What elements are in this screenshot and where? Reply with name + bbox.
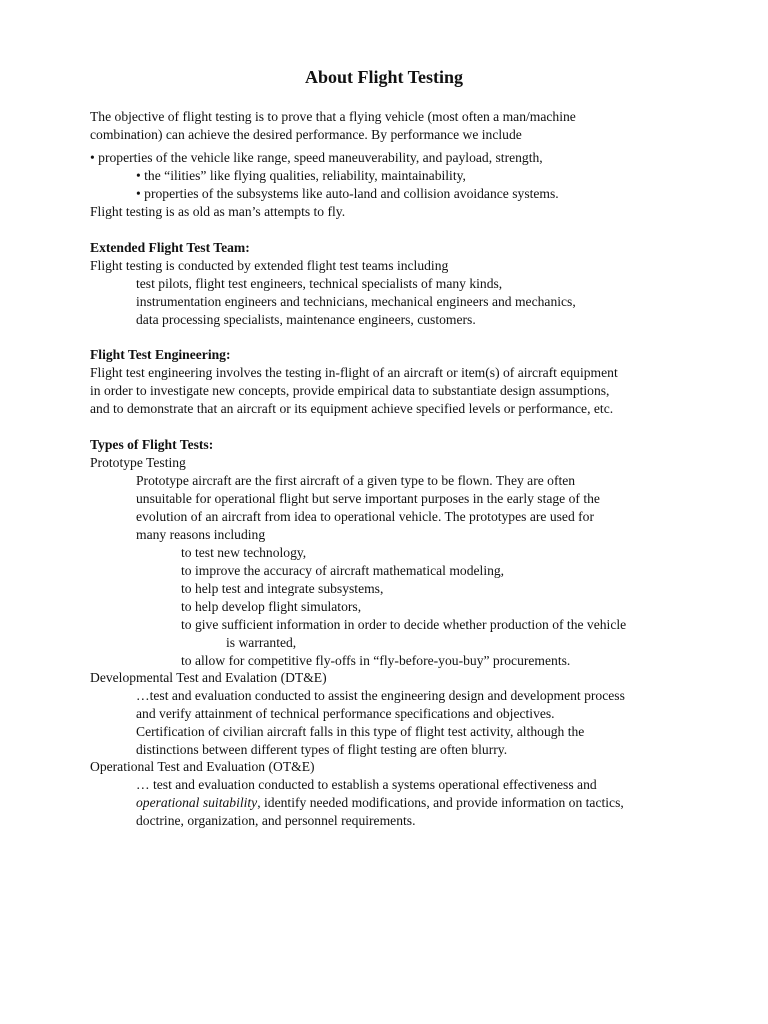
bullet-item: • properties of the subsystems like auto-land and collision avoidance systems.	[136, 186, 559, 201]
ote-line: doctrine, organization, and personnel requirements.	[136, 813, 416, 828]
dte-line: and verify attainment of technical performance specifications and objectives.	[136, 706, 555, 721]
prototype-reason: to give sufficient information in order to decide whether production of the vehicle	[181, 617, 627, 632]
prototype-reason: to test new technology,	[181, 545, 307, 560]
prototype-reason-continued: is warranted,	[226, 635, 297, 650]
prototype-line: unsuitable for operational flight but serve important purposes in the early stage of the	[136, 491, 600, 506]
team-member-line: data processing specialists, maintenance engineers, customers.	[136, 312, 476, 327]
ote-italic-term: operational suitability	[136, 795, 258, 810]
team-member-line: test pilots, flight test engineers, technical specialists of many kinds,	[136, 276, 503, 291]
fte-line: in order to investigate new concepts, provide empirical data to substantiate design assumptions,	[90, 383, 610, 398]
dte-line: …test and evaluation conducted to assist the engineering design and development process	[136, 688, 625, 703]
section-heading-team: Extended Flight Test Team:	[90, 240, 250, 255]
ote-line-rest: , identify needed modifications, and provide information on tactics,	[257, 795, 624, 810]
prototype-reason: to allow for competitive fly-offs in “fly-before-you-buy” procurements.	[181, 653, 571, 668]
ote-line	[136, 794, 624, 811]
prototype-label: Prototype Testing	[90, 455, 186, 470]
page-title: About Flight Testing	[304, 67, 464, 87]
intro-line: combination) can achieve the desired performance. By performance we include	[90, 127, 522, 142]
section-heading-fte: Flight Test Engineering:	[90, 347, 231, 362]
prototype-reason: to help develop flight simulators,	[181, 599, 362, 614]
bullet-item: • properties of the vehicle like range, speed maneuverability, and payload, strength,	[90, 150, 543, 165]
section-heading-types: Types of Flight Tests:	[90, 437, 214, 452]
prototype-line: Prototype aircraft are the first aircraft of a given type to be flown. They are often	[136, 473, 576, 488]
intro-conclusion: Flight testing is as old as man’s attempts to fly.	[90, 204, 346, 219]
team-member-line: instrumentation engineers and technicians, mechanical engineers and mechanics,	[136, 294, 576, 309]
dte-label: Developmental Test and Evalation (DT&E)	[90, 670, 327, 685]
fte-line: and to demonstrate that an aircraft or its equipment achieve specified levels or performance, etc.	[90, 401, 614, 416]
ote-line: … test and evaluation conducted to establish a systems operational effectiveness and	[136, 777, 597, 792]
dte-line: distinctions between different types of flight testing are often blurry.	[136, 742, 508, 757]
dte-line: Certification of civilian aircraft falls in this type of flight test activity, although the	[136, 724, 585, 739]
prototype-reason: to help test and integrate subsystems,	[181, 581, 384, 596]
ote-label: Operational Test and Evaluation (OT&E)	[90, 759, 315, 774]
team-lead: Flight testing is conducted by extended flight test teams including	[90, 258, 449, 273]
prototype-line: evolution of an aircraft from idea to operational vehicle. The prototypes are used for	[136, 509, 594, 524]
fte-line: Flight test engineering involves the testing in-flight of an aircraft or item(s) of aircraft equipment	[90, 365, 618, 380]
prototype-reason: to improve the accuracy of aircraft mathematical modeling,	[181, 563, 505, 578]
intro-line: The objective of flight testing is to prove that a flying vehicle (most often a man/machine	[90, 109, 576, 124]
prototype-line: many reasons including	[136, 527, 266, 542]
bullet-item: • the “ilities” like flying qualities, reliability, maintainability,	[136, 168, 466, 183]
